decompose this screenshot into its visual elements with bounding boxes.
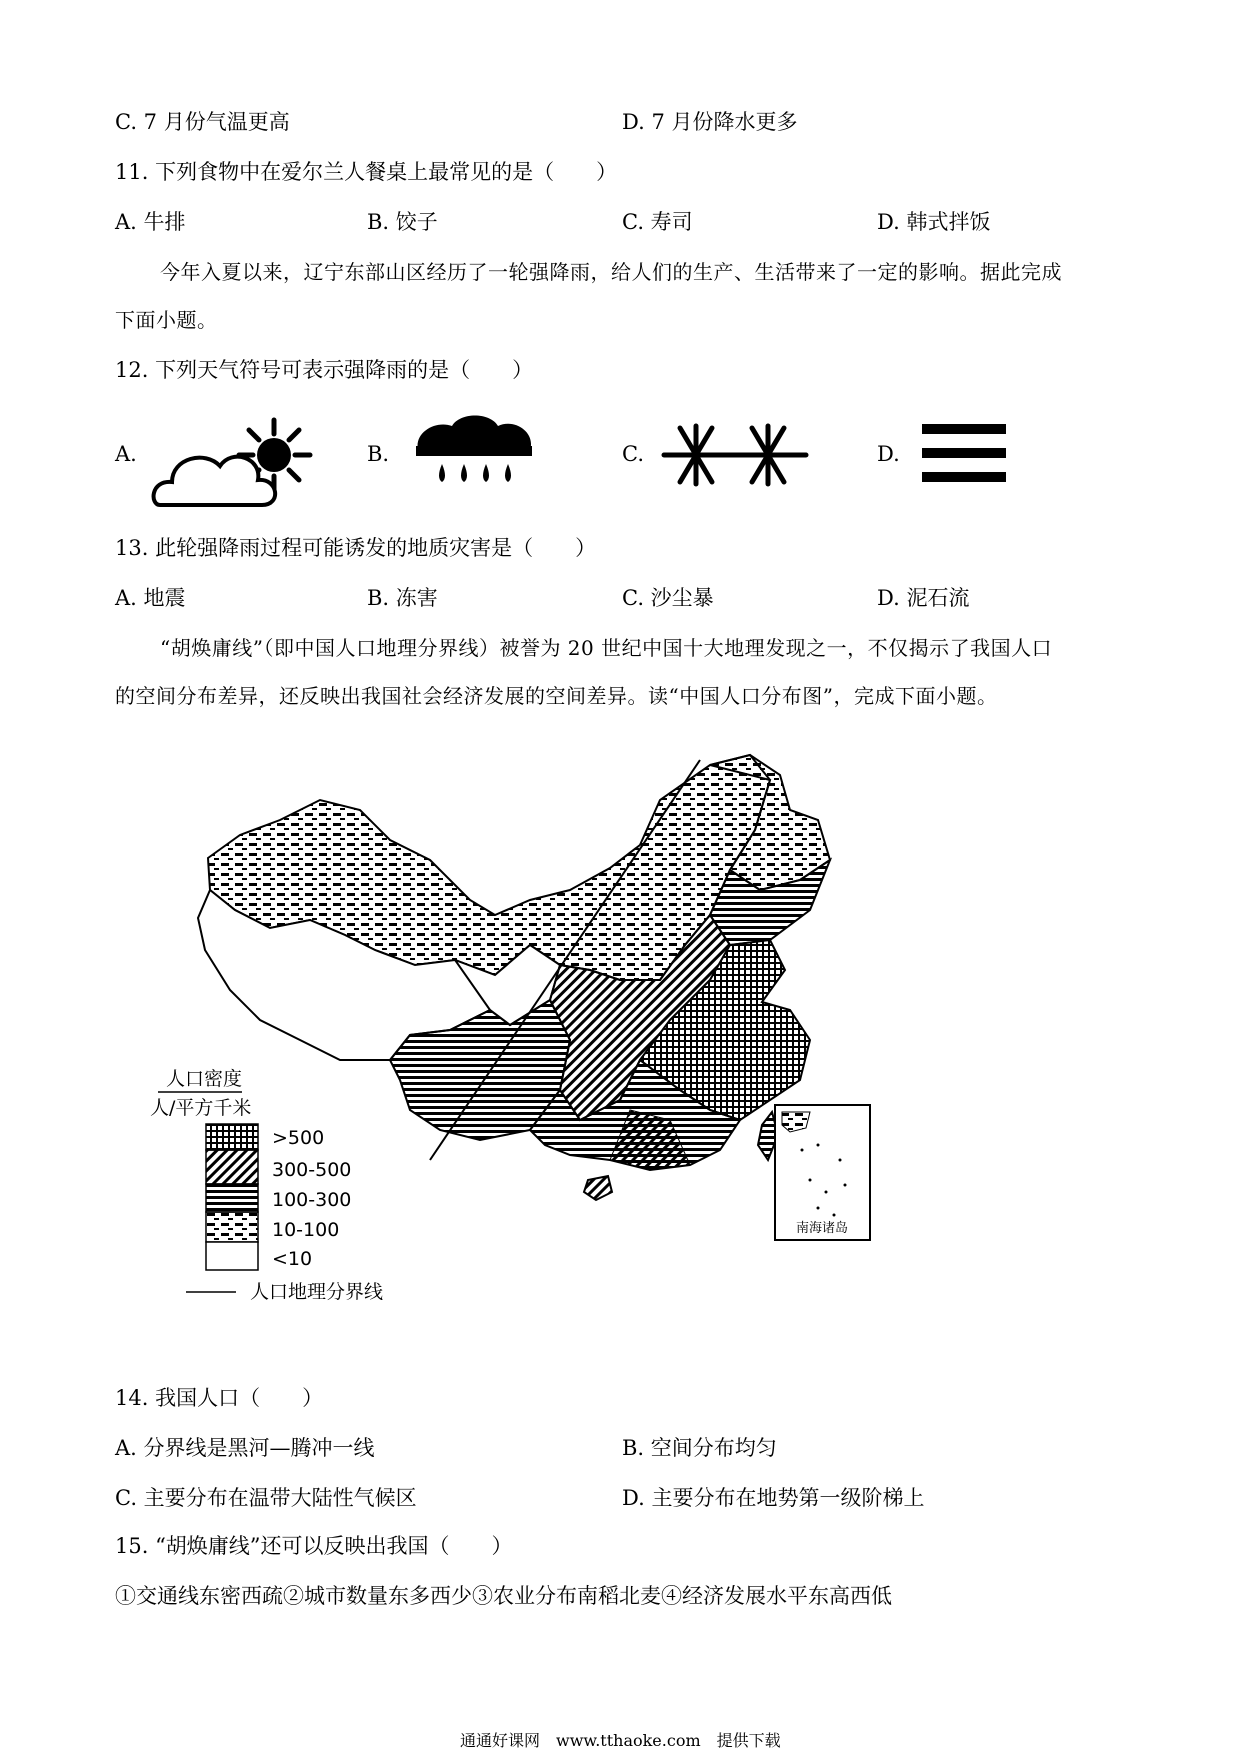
q11-stem: 11. 下列食物中在爱尔兰人餐桌上最常见的是（ ） (115, 160, 618, 184)
q13-stem: 13. 此轮强降雨过程可能诱发的地质灾害是（ ） (115, 536, 597, 560)
q13-option-d: D. 泥石流 (877, 586, 970, 610)
legend-label-100-300: 100-300 (272, 1189, 352, 1211)
passage2-line1: “胡焕庸线”（即中国人口地理分界线）被誉为 20 世纪中国十大地理发现之一，不仅揭示了我国人口 (160, 636, 1053, 660)
q14-option-b: B. 空间分布均匀 (622, 1436, 777, 1460)
q15-stem: 15. “胡焕庸线”还可以反映出我国（ ） (115, 1534, 513, 1558)
q13-option-a: A. 地震 (115, 586, 186, 610)
q12-option-c: C. (622, 442, 644, 466)
q15-options: ①交通线东密西疏②城市数量东多西少③农业分布南稻北麦④经济发展水平东高西低 (115, 1584, 892, 1608)
q14-option-d: D. 主要分布在地势第一级阶梯上 (622, 1486, 925, 1510)
partly-cloudy-icon (150, 410, 330, 520)
south-china-sea-inset (775, 1105, 870, 1240)
legend-title-bottom: 人/平方千米 (150, 1097, 252, 1119)
q12-option-d: D. (877, 442, 900, 466)
legend-label-10-100: 10-100 (272, 1219, 340, 1241)
china-population-map (150, 740, 880, 1350)
page-footer: 通通好课网 www.tthaoke.com 提供下载 (460, 1731, 781, 1750)
q10-option-d: D. 7 月份降水更多 (622, 110, 798, 134)
q12-option-b: B. (367, 442, 390, 466)
legend-line-label: 人口地理分界线 (250, 1281, 384, 1303)
legend-label-gt500: >500 (272, 1127, 325, 1149)
q12-option-a: A. (115, 442, 137, 466)
passage1-line1: 今年入夏以来，辽宁东部山区经历了一轮强降雨，给人们的生产、生活带来了一定的影响。据此完成 (160, 260, 1062, 284)
legend-title-top: 人口密度 (166, 1068, 243, 1090)
q14-option-c: C. 主要分布在温带大陆性气候区 (115, 1486, 417, 1510)
passage2-line2: 的空间分布差异，还反映出我国社会经济发展的空间差异。读“中国人口分布图”，完成下面小题。 (115, 684, 998, 708)
q11-option-d: D. 韩式拌饭 (877, 210, 991, 234)
q11-option-c: C. 寿司 (622, 210, 693, 234)
fog-icon (920, 420, 1010, 490)
legend-label-lt10: <10 (272, 1248, 313, 1270)
q10-option-c: C. 7 月份气温更高 (115, 110, 290, 134)
passage1-line2: 下面小题。 (115, 308, 218, 332)
sandstorm-icon (660, 420, 810, 490)
q14-option-a: A. 分界线是黑河—腾冲一线 (115, 1436, 375, 1460)
q11-option-a: A. 牛排 (115, 210, 186, 234)
heavy-rain-icon (410, 408, 540, 498)
q12-stem: 12. 下列天气符号可表示强降雨的是（ ） (115, 358, 534, 382)
inset-label: 南海诸岛 (795, 1221, 849, 1236)
map-legend (150, 1068, 383, 1303)
legend-label-300-500: 300-500 (272, 1159, 352, 1181)
q13-option-b: B. 冻害 (367, 586, 438, 610)
q14-stem: 14. 我国人口（ ） (115, 1386, 324, 1410)
q13-option-c: C. 沙尘暴 (622, 586, 714, 610)
q11-option-b: B. 饺子 (367, 210, 438, 234)
